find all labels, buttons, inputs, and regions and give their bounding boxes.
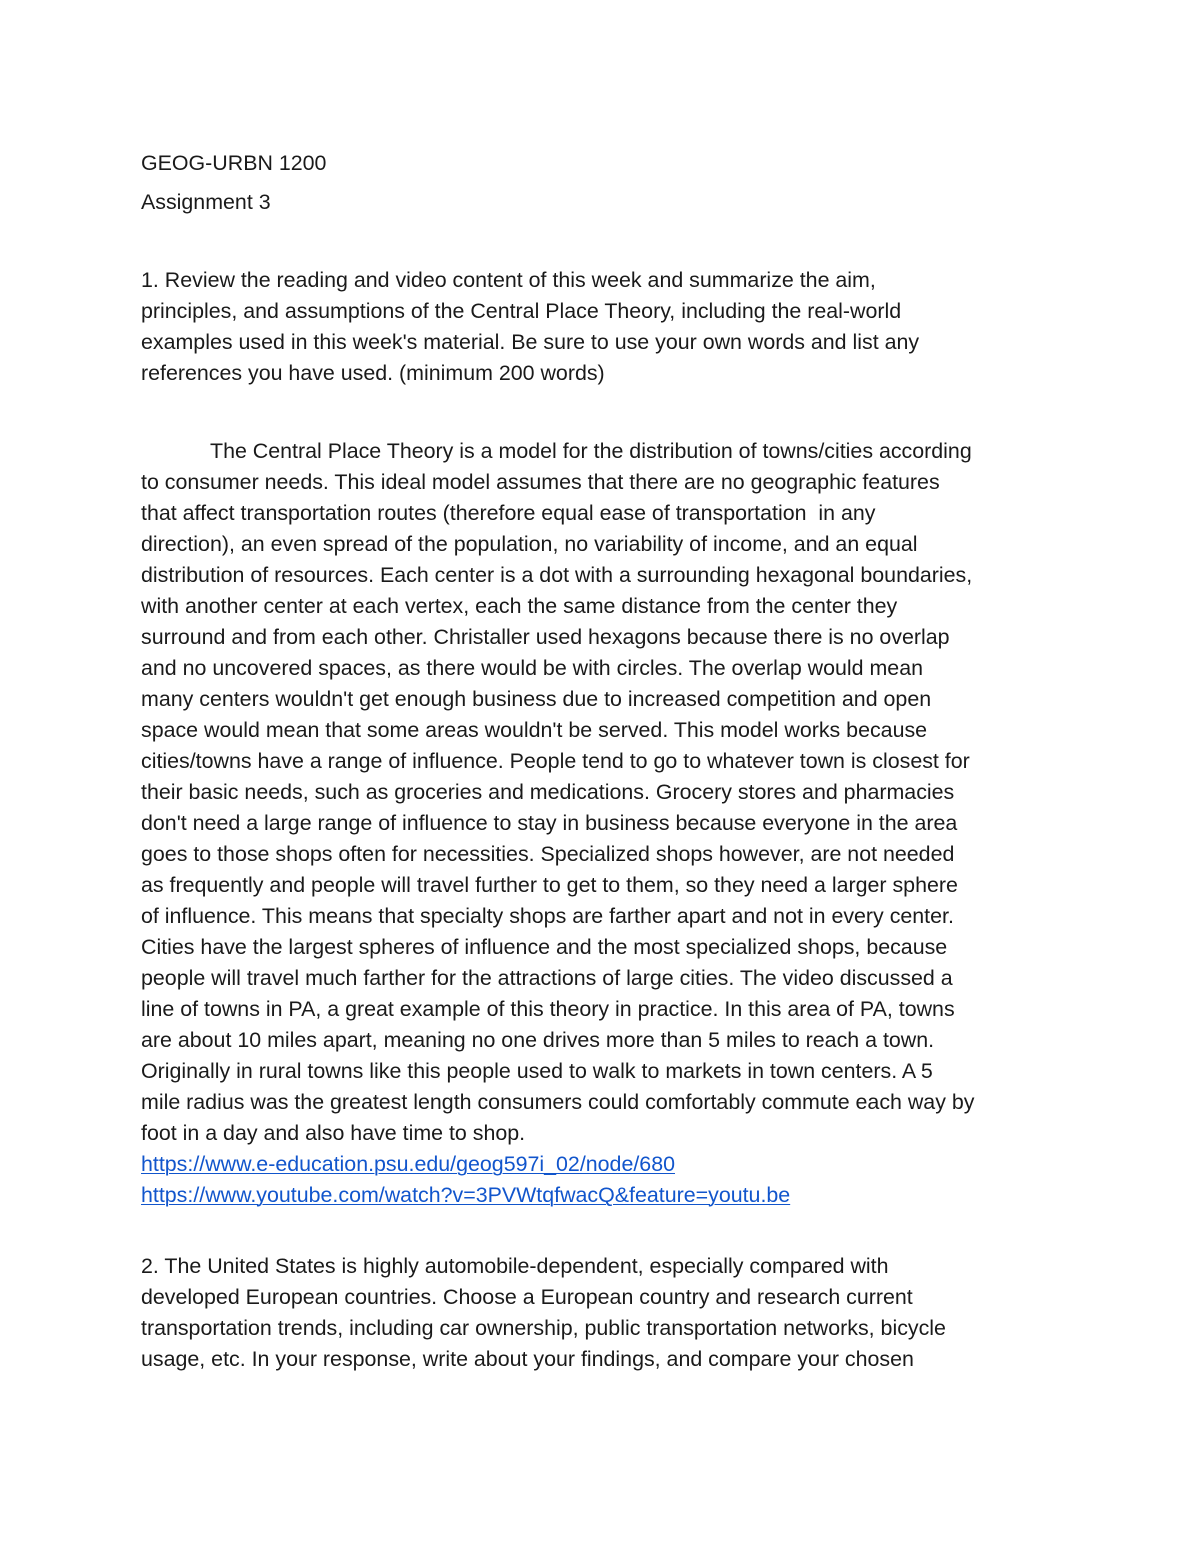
answer-1-line: that affect transportation routes (therefore equal ease of transportation in any	[141, 501, 876, 525]
answer-1-line: Originally in rural towns like this people used to walk to markets in town centers. A 5	[141, 1059, 933, 1083]
answer-1-line: distribution of resources. Each center is a dot with a surrounding hexagonal boundaries,	[141, 563, 973, 587]
question-1-line: 1. Review the reading and video content of this week and summarize the aim,	[141, 268, 876, 292]
answer-1-line: space would mean that some areas wouldn't be served. This model works because	[141, 718, 928, 742]
answer-1-line: their basic needs, such as groceries and medications. Grocery stores and pharmacies	[141, 780, 955, 804]
answer-1-line: cities/towns have a range of influence. People tend to go to whatever town is closest for	[141, 749, 970, 773]
question-1-line: examples used in this week's material. Be sure to use your own words and list any	[141, 330, 920, 354]
answer-1-line: line of towns in PA, a great example of this theory in practice. In this area of PA, towns	[141, 997, 955, 1021]
question-1-line: principles, and assumptions of the Central Place Theory, including the real-world	[141, 299, 902, 323]
question-2-line: developed European countries. Choose a European country and research current	[141, 1285, 913, 1309]
reference-link-psu[interactable]: https://www.e-education.psu.edu/geog597i_02/node/680	[141, 1152, 675, 1176]
answer-1-line: of influence. This means that specialty shops are farther apart and not in every center.	[141, 904, 954, 928]
answer-1-line: to consumer needs. This ideal model assumes that there are no geographic features	[141, 470, 940, 494]
answer-1-line: direction), an even spread of the population, no variability of income, and an equal	[141, 532, 918, 556]
course-code: GEOG-URBN 1200	[141, 151, 327, 175]
answer-1-line: Cities have the largest spheres of influence and the most specialized shops, because	[141, 935, 948, 959]
answer-1-line: people will travel much farther for the attractions of large cities. The video discussed a	[141, 966, 953, 990]
reference-link-youtube[interactable]: https://www.youtube.com/watch?v=3PVWtqfwacQ&feature=youtu.be	[141, 1183, 791, 1207]
answer-1-line: many centers wouldn't get enough business due to increased competition and open	[141, 687, 932, 711]
question-2-line: 2. The United States is highly automobile-dependent, especially compared with	[141, 1254, 889, 1278]
answer-1-line: with another center at each vertex, each the same distance from the center they	[141, 594, 898, 618]
answer-1-line: as frequently and people will travel further to get to them, so they need a larger sphere	[141, 873, 958, 897]
assignment-title: Assignment 3	[141, 190, 271, 214]
question-1-line: references you have used. (minimum 200 words)	[141, 361, 605, 385]
question-2-line: transportation trends, including car ownership, public transportation networks, bicycle	[141, 1316, 946, 1340]
answer-1-line: goes to those shops often for necessities. Specialized shops however, are not needed	[141, 842, 955, 866]
answer-1-line: foot in a day and also have time to shop.	[141, 1121, 526, 1145]
answer-1-line: are about 10 miles apart, meaning no one drives more than 5 miles to reach a town.	[141, 1028, 935, 1052]
question-2-line: usage, etc. In your response, write about your findings, and compare your chosen	[141, 1347, 914, 1371]
answer-1-line: mile radius was the greatest length consumers could comfortably commute each way by	[141, 1090, 975, 1114]
answer-1-line: surround and from each other. Christaller used hexagons because there is no overlap	[141, 625, 950, 649]
answer-1-line: The Central Place Theory is a model for the distribution of towns/cities according	[210, 439, 972, 463]
answer-1-line: and no uncovered spaces, as there would be with circles. The overlap would mean	[141, 656, 924, 680]
answer-1-line: don't need a large range of influence to stay in business because everyone in the area	[141, 811, 958, 835]
